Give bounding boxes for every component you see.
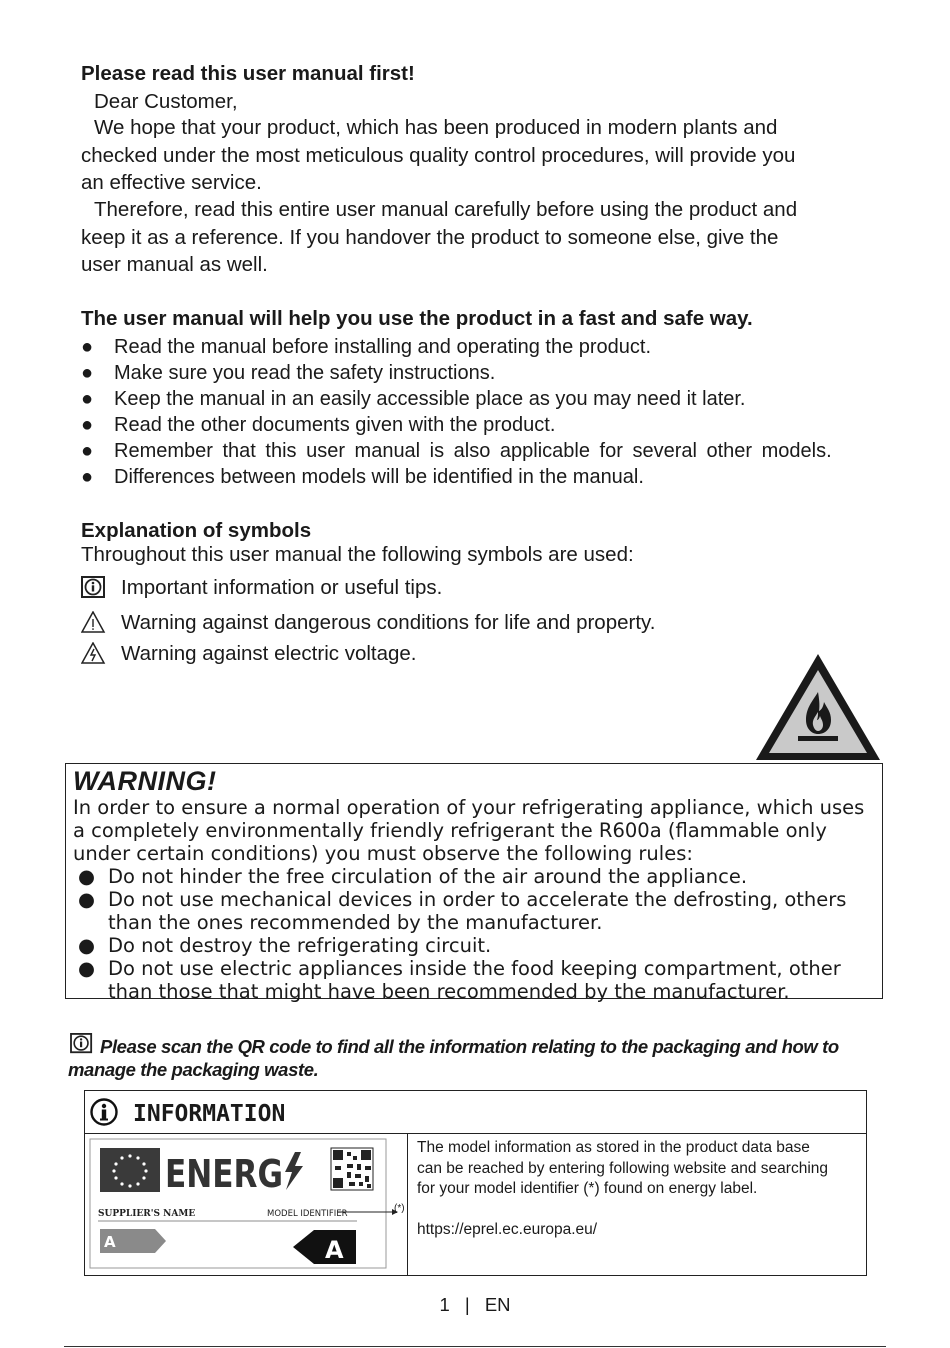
symbol-row-info <box>81 576 442 600</box>
warning-text <box>73 796 881 1003</box>
symbols-intro: Throughout this user manual the following symbols are used: <box>81 543 634 566</box>
footer-separator: | <box>464 1294 470 1315</box>
qr-note-line: Please scan the QR code to find all the information relating to the packaging and how to <box>100 1036 839 1057</box>
warning-rule: ● Do not use electric appliances inside the food keeping compartment, other than those that might have been recommended by the manufacturer. <box>78 957 841 1003</box>
info-circle-icon <box>90 1098 118 1126</box>
warning-intro-line: a completely environmentally friendly refrigerant the R600a (flammable only <box>73 819 827 842</box>
qr-note-line: manage the packaging waste. <box>68 1059 319 1080</box>
information-text <box>417 1138 857 1240</box>
page-footer <box>0 1294 950 1316</box>
list-item: ● Read the other documents given with the product. <box>81 414 556 436</box>
bullet-icon: ● <box>78 865 96 888</box>
intro-heading: Please read this user manual first! <box>81 62 415 85</box>
bullet-icon: ● <box>78 957 96 980</box>
symbol-row-warning <box>81 611 655 635</box>
bullet-icon: ● <box>81 388 94 410</box>
bullet-icon: ● <box>78 934 96 957</box>
para-line: user manual as well. <box>81 253 268 276</box>
intro-paragraph-1 <box>81 114 901 197</box>
intro-paragraph-2 <box>81 196 901 279</box>
bullet-icon: ● <box>81 336 94 358</box>
model-identifier-label: MODEL IDENTIFIER <box>267 1209 348 1219</box>
footer-rule <box>64 1346 886 1347</box>
page-number: 1 <box>439 1294 450 1315</box>
info-icon <box>81 576 107 600</box>
eprel-link[interactable]: https://eprel.ec.europa.eu/ <box>417 1220 598 1238</box>
greeting: Dear Customer, <box>94 90 238 113</box>
para-line: an effective service. <box>81 171 262 194</box>
info-line: The model information as stored in the product data base <box>417 1139 810 1156</box>
para-line: We hope that your product, which has been produced in modern plants and <box>94 116 778 139</box>
energy-word: ENERG <box>165 1152 283 1196</box>
warning-intro-line: under certain conditions) you must observe the following rules: <box>73 842 693 865</box>
para-line: Therefore, read this entire user manual carefully before using the product and <box>94 198 798 221</box>
flammable-warning-icon <box>752 650 884 764</box>
symbol-text: Warning against electric voltage. <box>121 642 417 665</box>
symbol-text: Important information or useful tips. <box>121 576 443 599</box>
supplier-name-label: SUPPLIER'S NAME <box>98 1209 196 1219</box>
language-code: EN <box>484 1294 511 1315</box>
info-line: for your model identifier (*) found on energy label. <box>417 1180 758 1197</box>
warning-rule: ● Do not use mechanical devices in order to accelerate the defrosting, others than the ones recommended by the manufacturer. <box>78 888 847 934</box>
bullet-icon: ● <box>81 440 94 462</box>
list-item: ● Make sure you read the safety instructions. <box>81 362 496 384</box>
asterisk-marker: (*) <box>394 1203 405 1214</box>
para-line: keep it as a reference. If you handover the product to someone else, give the <box>81 225 779 249</box>
energy-class-right: A <box>325 1236 344 1264</box>
bullet-icon: ● <box>81 414 94 436</box>
warning-rule: ● Do not destroy the refrigerating circuit. <box>78 934 492 957</box>
symbols-heading: Explanation of symbols <box>81 519 312 542</box>
list-item: ● Read the manual before installing and operating the product. <box>81 336 652 358</box>
electric-voltage-icon <box>81 642 107 666</box>
help-list <box>81 334 889 490</box>
info-line: can be reached by entering following website and searching <box>417 1159 829 1177</box>
warning-title: WARNING! <box>73 766 217 796</box>
bullet-icon: ● <box>78 888 96 911</box>
symbol-row-voltage <box>81 642 417 666</box>
symbol-text: Warning against dangerous conditions for life and property. <box>121 611 656 634</box>
list-item: ● Remember that this user manual is also applicable for several other models. <box>81 440 832 462</box>
information-title: INFORMATION <box>133 1101 286 1127</box>
warning-intro-line: In order to ensure a normal operation of your refrigerating appliance, which uses <box>73 796 865 819</box>
para-line: checked under the most meticulous quality control procedures, will provide you <box>81 143 796 167</box>
warning-box <box>65 763 883 1003</box>
information-box <box>84 1090 867 1276</box>
energy-label-panel <box>85 1134 408 1275</box>
qr-note <box>68 1035 888 1081</box>
energy-label-icon <box>89 1138 403 1270</box>
bullet-icon: ● <box>81 362 94 384</box>
information-header <box>85 1091 866 1134</box>
list-item: ● Differences between models will be identified in the manual. <box>81 466 644 488</box>
help-heading: The user manual will help you use the product in a fast and safe way. <box>81 307 753 330</box>
bullet-icon: ● <box>81 466 94 488</box>
list-item: ● Keep the manual in an easily accessible place as you may need it later. <box>81 388 746 410</box>
energy-class-left: A <box>104 1233 116 1251</box>
warning-triangle-icon <box>81 611 107 635</box>
warning-rule: ● Do not hinder the free circulation of the air around the appliance. <box>78 865 748 888</box>
